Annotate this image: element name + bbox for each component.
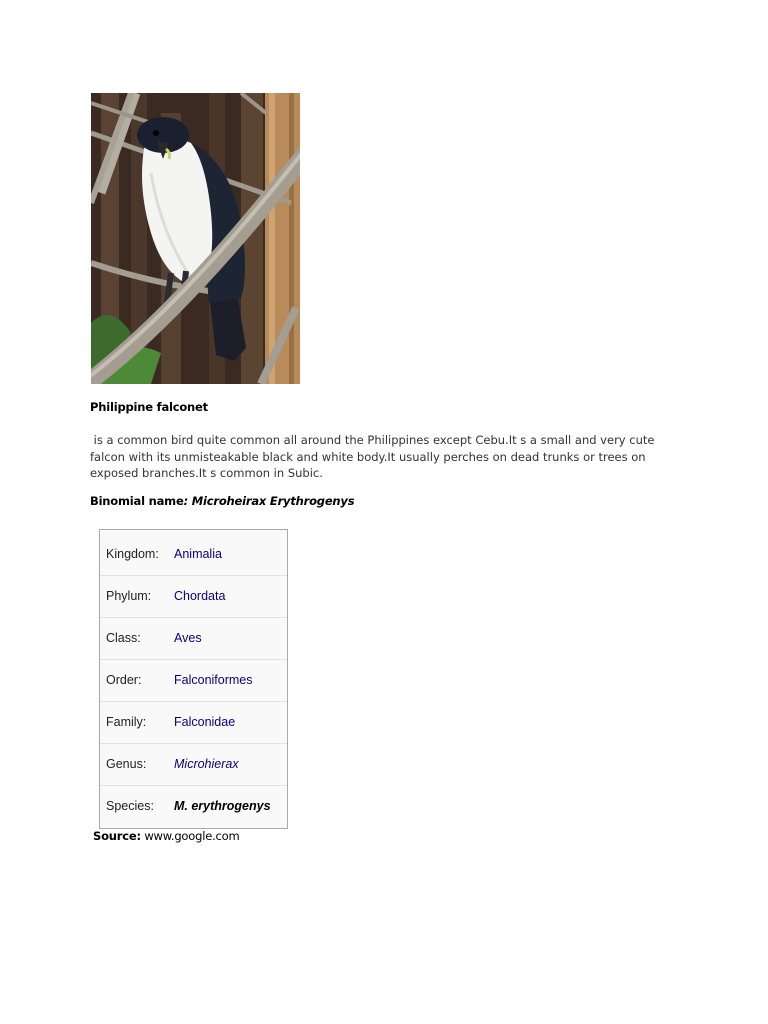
taxonomy-rank: Phylum: <box>106 589 152 603</box>
taxonomy-rank: Species: <box>106 799 154 813</box>
taxonomy-rank: Class: <box>106 631 141 645</box>
taxonomy-row <box>100 701 287 744</box>
article-description: is a common bird quite common all around the Philippines except Cebu.It s a small and very cute falcon with its unmisteakable black and white body.It usually perches on dead trunks or trees on exposed branches.It s common in Subic. <box>90 433 659 480</box>
taxonomy-row <box>100 533 287 576</box>
taxonomy-row <box>100 785 287 827</box>
taxonomy-link[interactable]: Falconiformes <box>174 673 253 687</box>
taxonomy-rank: Kingdom: <box>106 547 159 561</box>
taxonomy-infobox <box>99 529 288 829</box>
source-value: www.google.com <box>140 829 240 843</box>
taxonomy-row <box>100 743 287 786</box>
taxonomy-row <box>100 617 287 660</box>
binomial-name <box>90 494 354 508</box>
taxonomy-link[interactable]: Microhierax <box>174 757 239 771</box>
taxonomy-rank: Order: <box>106 673 142 687</box>
article-title: Philippine falconet <box>90 400 208 414</box>
bird-photo <box>91 93 300 384</box>
taxonomy-link[interactable]: Falconidae <box>174 715 236 729</box>
taxonomy-link[interactable]: Aves <box>174 631 202 645</box>
taxonomy-rank: Family: <box>106 715 147 729</box>
taxonomy-rank: Genus: <box>106 757 147 771</box>
binomial-value: : Microheirax Erythrogenys <box>183 494 355 508</box>
taxonomy-row <box>100 575 287 618</box>
taxonomy-link[interactable]: Chordata <box>174 589 226 603</box>
binomial-label: Binomial name <box>90 494 184 508</box>
taxonomy-row <box>100 659 287 702</box>
taxonomy-link[interactable]: Animalia <box>174 547 222 561</box>
source-line <box>93 829 240 843</box>
source-label: Source: <box>93 829 141 843</box>
taxonomy-species: M. erythrogenys <box>174 799 271 813</box>
